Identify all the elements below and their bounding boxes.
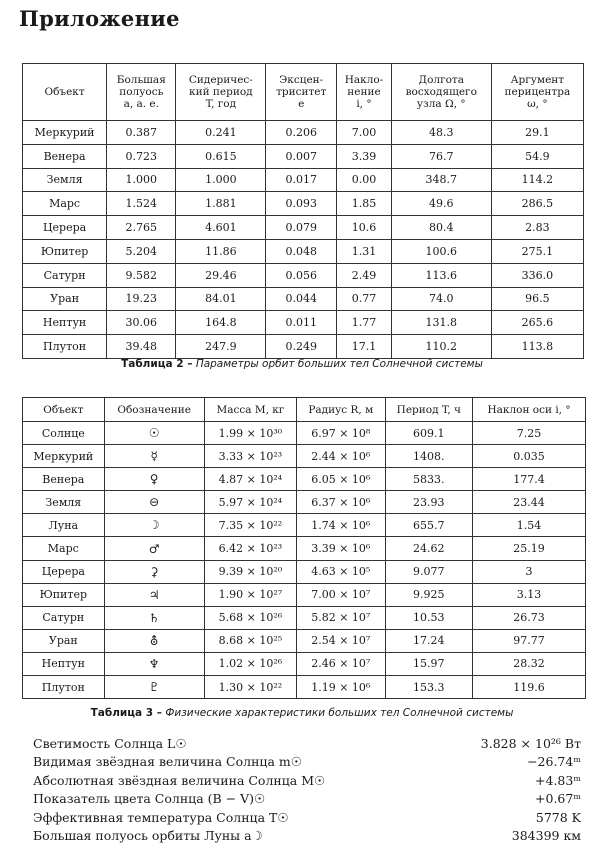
table-cell: 0.056 (266, 263, 337, 287)
table-cell: 6.05 × 10⁶ (297, 468, 385, 491)
table-cell: 5.97 × 10²⁴ (204, 491, 296, 514)
table-row (23, 676, 586, 699)
column-header-line: a, a. e. (123, 98, 159, 111)
table-cell: 153.3 (385, 676, 473, 699)
table-cell: 1.77 (337, 311, 392, 335)
table-cell: 6.37 × 10⁶ (297, 491, 385, 514)
table-cell: 19.23 (107, 287, 176, 311)
column-header-line: Накло- (344, 73, 384, 86)
table-cell: 3.39 × 10⁶ (297, 537, 385, 560)
table-cell: 0.007 (266, 144, 337, 168)
table3-caption-text: Физические характеристики больших тел Солнечной системы (165, 707, 514, 719)
table-cell: 15.97 (385, 652, 473, 675)
table-cell: 113.6 (391, 263, 491, 287)
table-cell: 39.48 (107, 335, 176, 359)
table-cell: 29.1 (491, 121, 583, 145)
table-cell: 8.68 × 10²⁵ (204, 629, 296, 652)
table-cell: 5.68 × 10²⁶ (204, 606, 296, 629)
table-cell: 0.77 (337, 287, 392, 311)
planet-symbol: ☿ (104, 445, 204, 468)
column-header: Период T, ч (385, 398, 473, 422)
table-cell: 97.77 (473, 629, 586, 652)
table-cell: 0.017 (266, 168, 337, 192)
column-header-line: Эксцен- (279, 73, 324, 86)
table-cell: 164.8 (176, 311, 266, 335)
table-cell: Юпитер (23, 239, 107, 263)
table-cell: 49.6 (391, 192, 491, 216)
table-cell: 1408. (385, 445, 473, 468)
table-cell: 80.4 (391, 216, 491, 240)
column-header (107, 64, 176, 121)
table-cell: Марс (23, 192, 107, 216)
table-cell: Церера (23, 216, 107, 240)
table-cell: 275.1 (491, 239, 583, 263)
table-cell: 114.2 (491, 168, 583, 192)
planet-symbol: ♃ (104, 583, 204, 606)
table-cell: 76.7 (391, 144, 491, 168)
table-row (23, 239, 584, 263)
table-cell: 54.9 (491, 144, 583, 168)
table-cell: 6.97 × 10⁸ (297, 422, 385, 445)
table-cell: 609.1 (385, 422, 473, 445)
table-cell: 1.881 (176, 192, 266, 216)
constant-row (33, 808, 581, 827)
table-row (23, 422, 586, 445)
table-cell: 0.044 (266, 287, 337, 311)
table-cell: 0.615 (176, 144, 266, 168)
table-cell: 1.524 (107, 192, 176, 216)
table-cell: 5.82 × 10⁷ (297, 606, 385, 629)
table-cell: Плутон (23, 676, 105, 699)
column-header-line: i, ° (356, 98, 372, 111)
table2-caption (0, 358, 604, 370)
table-cell: 0.249 (266, 335, 337, 359)
column-header-line: Объект (44, 85, 85, 98)
orbit-parameters-table (22, 63, 584, 359)
table-cell: 5.204 (107, 239, 176, 263)
table-cell: 17.1 (337, 335, 392, 359)
table-header-row (23, 398, 586, 422)
planet-symbol: ♄ (104, 606, 204, 629)
table-cell: 247.9 (176, 335, 266, 359)
table-cell: 4.87 × 10²⁴ (204, 468, 296, 491)
table-row (23, 468, 586, 491)
table-cell: 0.011 (266, 311, 337, 335)
constant-label: Светимость Солнца L☉ (33, 735, 187, 751)
table-row (23, 445, 586, 468)
table-cell: 0.079 (266, 216, 337, 240)
constant-row (33, 734, 581, 753)
table-cell: 0.387 (107, 121, 176, 145)
column-header (337, 64, 392, 121)
column-header (176, 64, 266, 121)
physical-characteristics-table (22, 397, 586, 699)
table-header-row (23, 64, 584, 121)
constant-row (33, 827, 581, 846)
table-row (23, 652, 586, 675)
table-cell: 10.53 (385, 606, 473, 629)
table-cell: 2.83 (491, 216, 583, 240)
constant-row (33, 790, 581, 809)
planet-symbol: ♂ (104, 537, 204, 560)
column-header: Радиус R, м (297, 398, 385, 422)
table-cell: 119.6 (473, 676, 586, 699)
constant-value: +0.67ᵐ (535, 791, 581, 807)
table-cell: 1.31 (337, 239, 392, 263)
table-cell: Сатурн (23, 263, 107, 287)
column-header-line: полуось (119, 85, 164, 98)
table-row (23, 583, 586, 606)
table-cell: 7.35 × 10²² (204, 514, 296, 537)
table-cell: 74.0 (391, 287, 491, 311)
column-header: Обозначение (104, 398, 204, 422)
table-cell: Земля (23, 491, 105, 514)
table-cell: 0.00 (337, 168, 392, 192)
table-cell: 9.925 (385, 583, 473, 606)
table-row (23, 537, 586, 560)
constant-label: Видимая звёздная величина Солнца m☉ (33, 754, 302, 770)
table-row (23, 560, 586, 583)
table-cell: Плутон (23, 335, 107, 359)
table-cell: 0.035 (473, 445, 586, 468)
table-cell: 1.000 (176, 168, 266, 192)
table-cell: 0.093 (266, 192, 337, 216)
table-cell: 7.00 × 10⁷ (297, 583, 385, 606)
table-cell: Венера (23, 144, 107, 168)
table-cell: 1.54 (473, 514, 586, 537)
table-cell: 2.49 (337, 263, 392, 287)
table-cell: 0.241 (176, 121, 266, 145)
table-cell: Меркурий (23, 121, 107, 145)
column-header-line: восходящего (405, 85, 477, 98)
table-cell: Уран (23, 287, 107, 311)
solar-constants-list (33, 734, 581, 845)
table-cell: 26.73 (473, 606, 586, 629)
table-cell: 113.8 (491, 335, 583, 359)
column-header (391, 64, 491, 121)
table-cell: 9.582 (107, 263, 176, 287)
table-row (23, 335, 584, 359)
column-header (266, 64, 337, 121)
planet-symbol: ☽ (104, 514, 204, 537)
table-row (23, 216, 584, 240)
constant-label: Показатель цвета Солнца (B − V)☉ (33, 791, 266, 807)
column-header-line: Большая (116, 73, 166, 86)
table-cell: 24.62 (385, 537, 473, 560)
table-cell: 348.7 (391, 168, 491, 192)
table-cell: 1.19 × 10⁶ (297, 676, 385, 699)
table-cell: 23.93 (385, 491, 473, 514)
table-cell: 2.46 × 10⁷ (297, 652, 385, 675)
table-cell: 4.601 (176, 216, 266, 240)
planet-symbol: ⊖ (104, 491, 204, 514)
table-cell: 48.3 (391, 121, 491, 145)
table-cell: 265.6 (491, 311, 583, 335)
planet-symbol: ♇ (104, 676, 204, 699)
column-header-line: перицентра (504, 85, 571, 98)
table-cell: 29.46 (176, 263, 266, 287)
table-cell: 2.765 (107, 216, 176, 240)
table-row (23, 168, 584, 192)
column-header: Объект (23, 398, 105, 422)
table-cell: 11.86 (176, 239, 266, 263)
column-header: Наклон оси i, ° (473, 398, 586, 422)
planet-symbol: ⚳ (104, 560, 204, 583)
column-header-line: триситет (276, 85, 327, 98)
table-cell: 336.0 (491, 263, 583, 287)
constant-label: Большая полуось орбиты Луны a☽ (33, 828, 263, 844)
constant-value: 5778 K (535, 809, 581, 825)
planet-symbol: ⛢ (104, 629, 204, 652)
table-cell: 1.000 (107, 168, 176, 192)
table-cell: 0.723 (107, 144, 176, 168)
table-row (23, 311, 584, 335)
table-cell: 9.39 × 10²⁰ (204, 560, 296, 583)
planet-symbol: ♀ (104, 468, 204, 491)
constant-value: −26.74ᵐ (527, 754, 581, 770)
table-cell: 30.06 (107, 311, 176, 335)
table-cell: Нептун (23, 311, 107, 335)
table-row (23, 121, 584, 145)
planet-symbol: ☉ (104, 422, 204, 445)
table-cell: 2.44 × 10⁶ (297, 445, 385, 468)
table-cell: 84.01 (176, 287, 266, 311)
constant-label: Абсолютная звёздная величина Солнца M☉ (33, 772, 326, 788)
table-row (23, 287, 584, 311)
table-cell: Марс (23, 537, 105, 560)
table-cell: 177.4 (473, 468, 586, 491)
table-cell: 3.33 × 10²³ (204, 445, 296, 468)
table-cell: 25.19 (473, 537, 586, 560)
table3-caption (0, 707, 604, 719)
table-cell: 1.02 × 10²⁶ (204, 652, 296, 675)
column-header: Масса M, кг (204, 398, 296, 422)
table-cell: 1.30 × 10²² (204, 676, 296, 699)
table-cell: Уран (23, 629, 105, 652)
table-cell: 96.5 (491, 287, 583, 311)
table-cell: 23.44 (473, 491, 586, 514)
table-row (23, 514, 586, 537)
table-row (23, 491, 586, 514)
table-cell: Меркурий (23, 445, 105, 468)
table-cell: 131.8 (391, 311, 491, 335)
constant-value: 384399 км (511, 828, 581, 844)
table-row (23, 192, 584, 216)
table-cell: Сатурн (23, 606, 105, 629)
column-header-line: Аргумент (510, 73, 565, 86)
table-cell: 3.39 (337, 144, 392, 168)
page-title: Приложение (19, 6, 180, 31)
table-row (23, 606, 586, 629)
table-cell: 10.6 (337, 216, 392, 240)
table-row (23, 629, 586, 652)
table3-caption-label: Таблица 3 – (90, 707, 162, 719)
column-header-line: нение (347, 85, 381, 98)
table-cell: 0.048 (266, 239, 337, 263)
table-cell: 655.7 (385, 514, 473, 537)
table-cell: 2.54 × 10⁷ (297, 629, 385, 652)
column-header-line: ω, ° (527, 98, 548, 111)
table-cell: Луна (23, 514, 105, 537)
column-header-line: узла Ω, ° (416, 98, 466, 111)
table-row (23, 263, 584, 287)
table2-caption-text: Параметры орбит больших тел Солнечной системы (195, 358, 483, 370)
table-cell: 0.206 (266, 121, 337, 145)
constant-value: 3.828 × 10²⁶ Вт (480, 735, 581, 751)
column-header-line: Сидеричес- (188, 73, 253, 86)
table-cell: 110.2 (391, 335, 491, 359)
column-header-line: e (298, 98, 305, 111)
table-cell: 6.42 × 10²³ (204, 537, 296, 560)
table-cell: Юпитер (23, 583, 105, 606)
table-cell: 17.24 (385, 629, 473, 652)
column-header (491, 64, 583, 121)
table-cell: 9.077 (385, 560, 473, 583)
table-cell: 1.85 (337, 192, 392, 216)
constant-label: Эффективная температура Солнца T☉ (33, 809, 289, 825)
column-header (23, 64, 107, 121)
table-cell: Солнце (23, 422, 105, 445)
table-cell: Венера (23, 468, 105, 491)
table-cell: Церера (23, 560, 105, 583)
table-cell: Нептун (23, 652, 105, 675)
constant-row (33, 753, 581, 772)
column-header-line: кий период (189, 85, 253, 98)
table-cell: 3 (473, 560, 586, 583)
table-row (23, 144, 584, 168)
table-cell: 3.13 (473, 583, 586, 606)
table-cell: 7.25 (473, 422, 586, 445)
table-cell: 1.90 × 10²⁷ (204, 583, 296, 606)
table-cell: 1.99 × 10³⁰ (204, 422, 296, 445)
column-header-line: Долгота (418, 73, 464, 86)
table-cell: 7.00 (337, 121, 392, 145)
constant-row (33, 771, 581, 790)
table-cell: 28.32 (473, 652, 586, 675)
constant-value: +4.83ᵐ (535, 772, 581, 788)
planet-symbol: ♆ (104, 652, 204, 675)
table-cell: 4.63 × 10⁵ (297, 560, 385, 583)
table-cell: 1.74 × 10⁶ (297, 514, 385, 537)
table-cell: 100.6 (391, 239, 491, 263)
table-cell: Земля (23, 168, 107, 192)
table2-caption-label: Таблица 2 – (121, 358, 193, 370)
table-cell: 5833. (385, 468, 473, 491)
table-cell: 286.5 (491, 192, 583, 216)
column-header-line: T, год (205, 98, 237, 111)
